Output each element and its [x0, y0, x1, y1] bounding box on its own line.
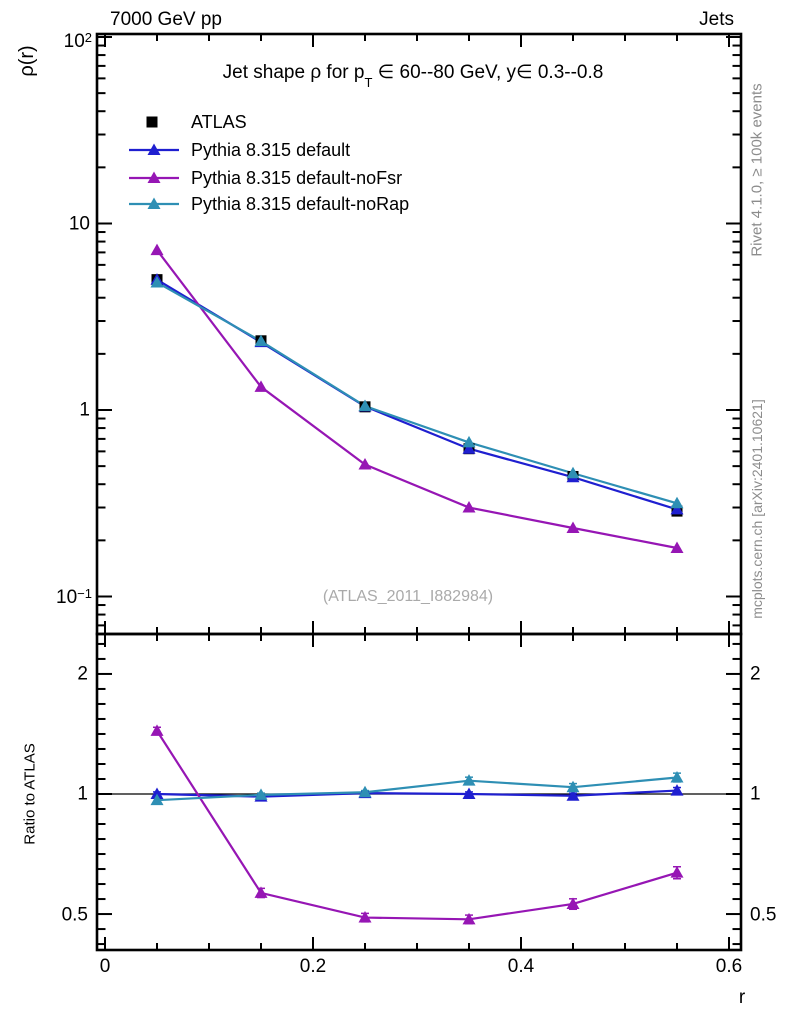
- rivet-version-note: Rivet 4.1.0, ≥ 100k events: [748, 83, 766, 257]
- xtick-0: 0: [99, 956, 111, 977]
- main-y-axis-label: ρ(r): [16, 45, 38, 77]
- mcplots-arxiv-note: mcplots.cern.ch [arXiv:2401.10621]: [749, 399, 765, 619]
- ytick-1: 1: [79, 399, 90, 421]
- beam-energy-label: 7000 GeV pp: [110, 9, 222, 30]
- ytick-01: $10^{-1}$: [56, 585, 92, 609]
- legend-label-pythia-default: Pythia 8.315 default: [191, 140, 351, 160]
- xtick-02: 0.2: [299, 956, 327, 977]
- xtick-04: 0.4: [507, 956, 535, 977]
- legend-label-atlas: ATLAS: [191, 112, 247, 132]
- ratio-ytick-05-left: 0.5: [61, 904, 88, 926]
- plot-title: Jet shape ρ for $p_T$ ∈ 60--80 GeV, y∈ 0.3--0.8: [222, 62, 604, 90]
- ratio-ytick-2-left: 2: [77, 663, 88, 685]
- analysis-group-label: Jets: [699, 9, 734, 30]
- legend-label-pythia-nofsr: Pythia 8.315 default-noFsr: [191, 168, 403, 188]
- legend-label-pythia-norap: Pythia 8.315 default-noRap: [191, 194, 410, 214]
- ratio-ytick-2-right: 2: [750, 663, 761, 685]
- x-axis-label: r: [738, 987, 746, 1008]
- ytick-10: 10: [68, 213, 90, 235]
- ratio-ytick-1-left: 1: [77, 783, 88, 805]
- ratio-ytick-05-right: 0.5: [750, 904, 777, 926]
- ratio-y-axis-label: Ratio to ATLAS: [21, 743, 39, 845]
- ytick-100: $10^2$: [63, 29, 92, 53]
- ratio-ytick-1-right: 1: [750, 783, 761, 805]
- analysis-id-watermark: (ATLAS_2011_I882984): [322, 588, 494, 605]
- xtick-06: 0.6: [715, 956, 743, 977]
